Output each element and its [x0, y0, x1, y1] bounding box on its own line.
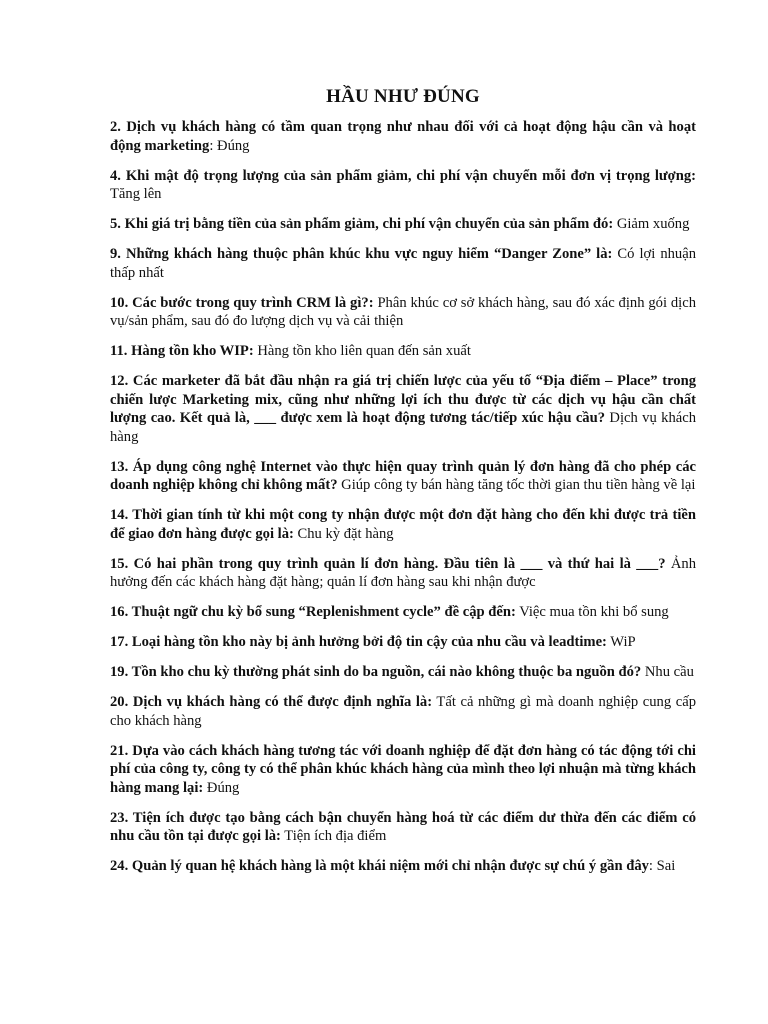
question-text: 4. Khi mật độ trọng lượng của sản phẩm giảm, chi phí vận chuyển mỗi đơn vị trọng lượng:	[110, 167, 696, 184]
qa-item	[110, 342, 696, 361]
answer-text: Hàng tồn kho liên quan đến sản xuất	[253, 343, 471, 359]
qa-item	[110, 245, 696, 282]
qa-item	[110, 693, 696, 730]
answer-text: Dịch vụ khách hàng	[110, 410, 696, 445]
qa-item	[110, 372, 696, 446]
answer-text: Tiện ích địa điểm	[280, 828, 387, 844]
qa-item	[110, 458, 696, 495]
question-text: 9. Những khách hàng thuộc phân khúc khu vực nguy hiểm “Danger Zone” là:	[110, 246, 613, 262]
answer-text: : Đúng	[209, 137, 250, 154]
answer-text: Giúp công ty bán hàng tăng tốc thời gian thu tiền hàng về lại	[337, 477, 696, 493]
answer-text: WiP	[606, 634, 636, 650]
question-text: 21. Dựa vào cách khách hàng tương tác với doanh nghiệp để đặt đơn hàng có tác động tới chi phí của công ty, công ty có thể phân khúc khách hàng của mình theo lợi nhuận mà từng khách hàng mang lại:	[110, 742, 696, 796]
question-text: 5. Khi giá trị bằng tiền của sản phẩm giảm, chi phí vận chuyển của sản phẩm đó:	[110, 216, 614, 232]
question-text: 17. Loại hàng tồn kho này bị ảnh hưởng bởi độ tin cậy của nhu cầu và leadtime:	[110, 634, 607, 650]
question-text: 13. Áp dụng công nghệ Internet vào thực hiện quay trình quản lý đơn hàng đã cho phép các doanh nghiệp không chỉ không mất?	[110, 458, 696, 493]
qa-item	[110, 809, 696, 846]
answer-text: Có lợi nhuận thấp nhất	[110, 246, 696, 281]
qa-item	[110, 167, 696, 204]
answer-text: Tăng lên	[110, 186, 162, 202]
answer-text: Nhu cầu	[641, 664, 694, 680]
qa-item	[110, 633, 696, 652]
answer-text: : Sai	[648, 858, 676, 874]
answer-text: Chu kỳ đặt hàng	[293, 525, 394, 542]
qa-item	[110, 555, 696, 592]
answer-text: Việc mua tồn khi bổ sung	[515, 604, 669, 620]
qa-item	[110, 857, 696, 876]
document-title: HẦU NHƯ ĐÚNG	[326, 86, 480, 107]
qa-item	[110, 663, 696, 682]
question-text: 23. Tiện ích được tạo bằng cách bận chuyển hàng hoá từ các điểm dư thừa đến các điểm có nhu cầu tồn tại được gọi là:	[110, 809, 696, 844]
answer-text: Phân khúc cơ sở khách hàng, sau đó xác định gói dịch vụ/sản phẩm, sau đó đo lượng dịch vụ và cải thiện	[110, 294, 697, 329]
question-text: 12. Các marketer đã bắt đầu nhận ra giá trị chiến lược của yếu tố “Địa điểm – Place” trong chiến lược Marketing mix, cũng như những lợi ích thu được từ các dịch vụ hậu cần chất lượng cao. Kết quả là, ___ được xem là hoạt động tương tác/tiếp xúc hậu cầu?	[110, 373, 696, 426]
question-text: 24. Quản lý quan hệ khách hàng là một khái niệm mới chỉ nhận được sự chú ý gần đây	[110, 858, 649, 874]
qa-item	[110, 742, 696, 798]
question-text: 15. Có hai phần trong quy trình quản lí đơn hàng. Đầu tiên là ___ và thứ hai là ___?	[110, 555, 666, 572]
question-text: 11. Hàng tồn kho WIP:	[110, 343, 254, 359]
qa-item	[110, 294, 696, 331]
answer-text: Đúng	[203, 779, 240, 796]
qa-item	[110, 118, 696, 155]
qa-item	[110, 603, 696, 622]
question-text: 20. Dịch vụ khách hàng có thể được định nghĩa là:	[110, 694, 433, 710]
qa-item	[110, 215, 696, 234]
question-text: 19. Tồn kho chu kỳ thường phát sinh do ba nguồn, cái nào không thuộc ba nguồn đó?	[110, 664, 642, 680]
question-text: 16. Thuật ngữ chu kỳ bổ sung “Replenishment cycle” đề cập đến:	[110, 604, 516, 620]
question-text: 2. Dịch vụ khách hàng có tầm quan trọng như nhau đối với cả hoạt động hậu cần và hoạt động marketing	[110, 119, 696, 154]
answer-text: Giảm xuống	[613, 216, 690, 232]
answer-text: Ảnh hưởng đến các khách hàng đặt hàng; quản lí đơn hàng sau khi nhận được	[110, 555, 696, 590]
qa-item	[110, 506, 696, 543]
answer-text: Tất cả những gì mà doanh nghiệp cung cấp cho khách hàng	[110, 694, 697, 729]
question-text: 14. Thời gian tính từ khi một cong ty nhận được một đơn đặt hàng cho đến khi được trả tiền để giao đơn hàng được gọi là:	[110, 507, 696, 542]
question-text: 10. Các bước trong quy trình CRM là gì?:	[110, 294, 374, 311]
